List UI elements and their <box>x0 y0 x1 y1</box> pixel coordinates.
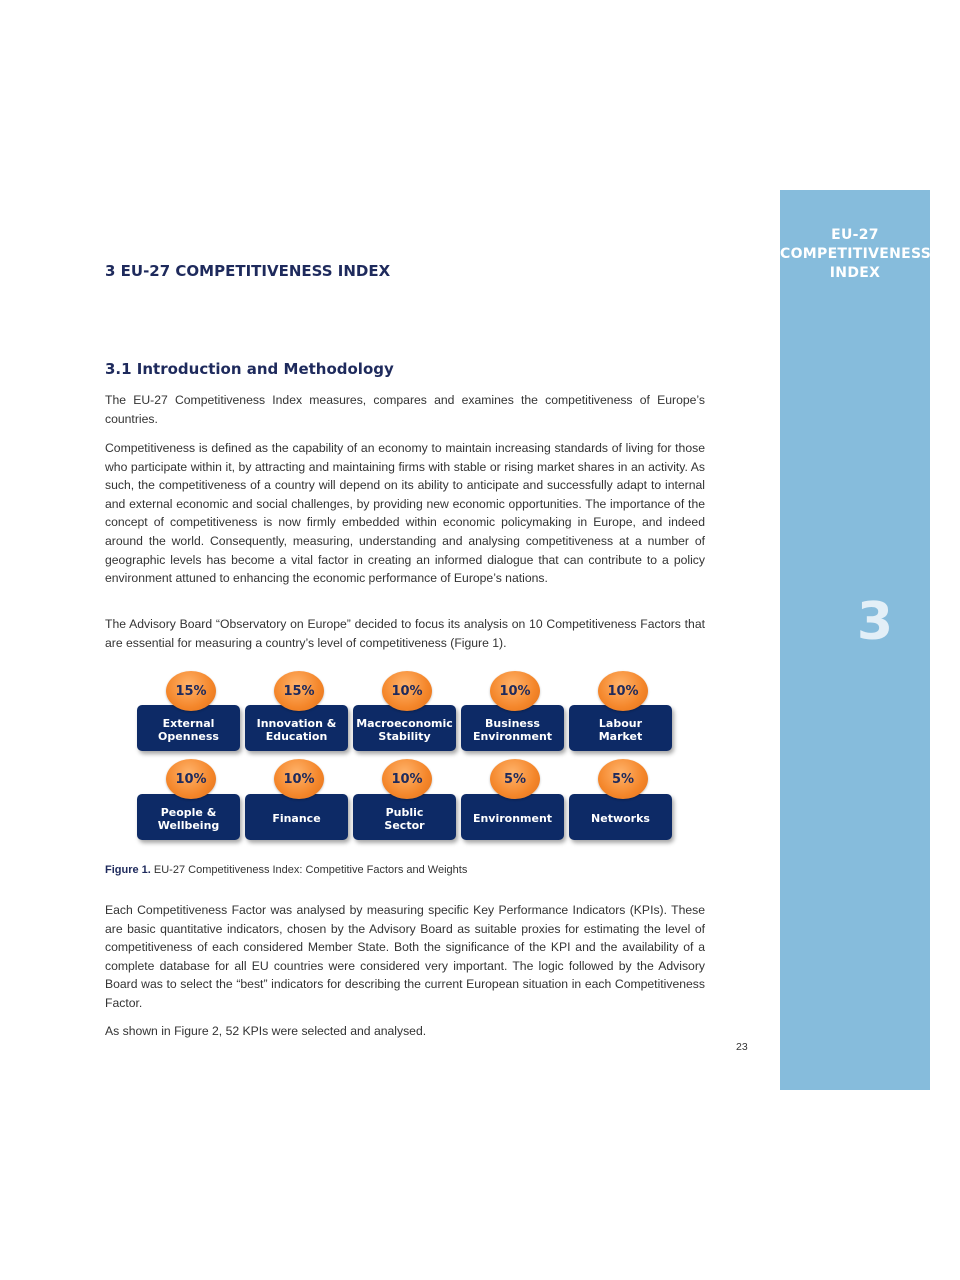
body-paragraph: Each Competitiveness Factor was analysed by measuring specific Key Performance Indicators (KPIs). These are basic quantitative indicators, chosen by the Advisory Board as suitable proxies for estimating the level of competitiveness of each considered Member State. Both the significance of the KPI and the availability of a complete database for all EU countries were considered very important. The logic followed by the Advisory Board was to select the “best” indicators for describing the current European situation in each Competitiveness Factor. <box>105 903 705 1010</box>
factor-environment <box>461 794 564 840</box>
factor-label: Public Sector <box>384 805 425 832</box>
figure-caption <box>105 864 467 876</box>
factor-label: External Openness <box>158 716 219 743</box>
factor-weight-badge: 10% <box>274 759 324 799</box>
factor-weight-badge: 15% <box>166 671 216 711</box>
factor-label: Macroeconomic Stability <box>356 716 453 743</box>
factor-label: Environment <box>472 812 553 826</box>
factor-weight-badge: 10% <box>382 671 432 711</box>
factor-macroeconomic-stability <box>353 705 456 751</box>
factor-weight-badge: 10% <box>598 671 648 711</box>
factor-label: Networks <box>591 812 650 826</box>
factor-label: People & Wellbeing <box>157 805 220 832</box>
side-tab-title-line: COMPETITIVENESS <box>780 246 932 262</box>
section-heading: 3.1 Introduction and Methodology <box>105 360 394 378</box>
body-paragraph: As shown in Figure 2, 52 KPIs were selected and analysed. <box>105 1024 427 1038</box>
factor-weight-badge: 10% <box>166 759 216 799</box>
side-tab-title <box>780 226 930 283</box>
chapter-side-tab <box>780 190 930 1090</box>
factor-finance <box>245 794 348 840</box>
body-paragraph: The Advisory Board “Observatory on Europe” decided to focus its analysis on 10 Competitiveness Factors that are essential for measuring a country’s level of competitiveness (Figure 1). <box>105 617 705 650</box>
factor-label: Finance <box>272 812 321 826</box>
factor-weight-badge: 10% <box>382 759 432 799</box>
factor-weight-badge: 5% <box>598 759 648 799</box>
factor-label: Innovation & Education <box>256 716 337 743</box>
factor-weight-badge: 5% <box>490 759 540 799</box>
factor-networks <box>569 794 672 840</box>
factor-weight-badge: 10% <box>490 671 540 711</box>
side-tab-chapter-number: 3 <box>856 592 894 652</box>
figure-caption-text: EU-27 Competitiveness Index: Competitive Factors and Weights <box>150 864 468 876</box>
factor-label: Labour Market <box>598 716 643 743</box>
factor-labour-market <box>569 705 672 751</box>
side-tab-title-line: INDEX <box>829 265 881 281</box>
factor-weight-badge: 15% <box>274 671 324 711</box>
body-paragraph: Competitiveness is defined as the capability of an economy to maintain increasing standards of living for those who participate within it, by attracting and maintaining firms with stable or rising market shares in an activity. As such, the competitiveness of a country will depend on its ability to anticipate and successfully adapt to internal and external economic and social challenges, by providing new economic opportunities. The importance of the concept of competitiveness is now firmly embedded within economic policymaking in Europe, and indeed around the world. Consequently, measuring, understanding and analysing competitiveness at a number of geographic levels has become a vital factor in creating an informed dialogue that can contribute to a policy environment attuned to enhancing the economic performance of Europe’s nations. <box>105 441 705 586</box>
factor-innovation-education <box>245 705 348 751</box>
factor-external-openness <box>137 705 240 751</box>
factor-business-environment <box>461 705 564 751</box>
side-tab-title-line: EU-27 <box>831 227 879 243</box>
chapter-heading: 3 EU-27 COMPETITIVENESS INDEX <box>105 262 391 280</box>
figure-caption-label: Figure 1. <box>105 864 151 876</box>
page-number: 23 <box>736 1041 748 1053</box>
factor-label: Business Environment <box>472 716 553 743</box>
factor-public-sector <box>353 794 456 840</box>
body-paragraph: The EU-27 Competitiveness Index measures, compares and examines the competitiveness of Europe’s countries. <box>105 393 705 426</box>
factor-people-wellbeing <box>137 794 240 840</box>
